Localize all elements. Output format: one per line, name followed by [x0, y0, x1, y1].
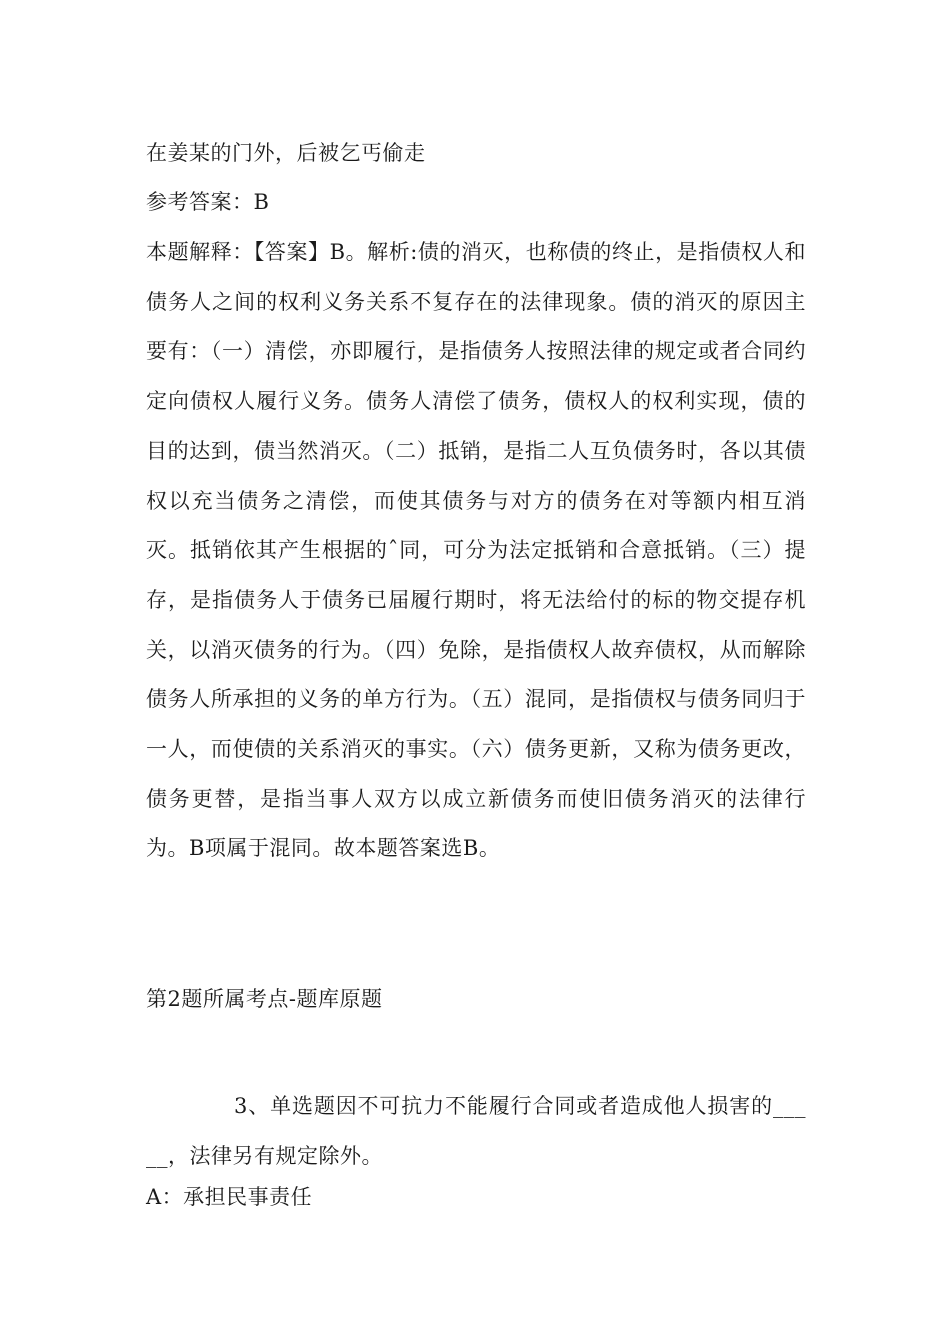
- continued-option-text: 在姜某的门外，后被乞丐偷走: [146, 141, 426, 165]
- answer-explanation: 本题解释：【答案】B。解析:债的消灭，也称债的终止，是指债权人和债务人之间的权利义务关系不复存在的法律现象。债的消灭的原因主要有：（一）清偿，亦即履行，是指债务人按照法律的规定或者合同约定向债权人履行义务。债务人清偿了债务，债权人的权利实现，债的目的达到，债当然消灭。（二）抵销，是指二人互负债务时，各以其债权以充当债务之清偿，而使其债务与对方的债务在对等额内相互消灭。抵销依其产生根据的ˆ同，可分为法定抵销和合意抵销。（三）提存，是指债务人于债务已届履行期时，将无法给付的标的物交提存机关，以消灭债务的行为。（四）免除，是指债权人故弃债权，从而解除债务人所承担的义务的单方行为。（五）混同，是指债权与债务同归于一人，而使债的关系消灭的事实。（六）债务更新，又称为债务更改，债务更替，是指当事人双方以成立新债务而使旧债务消灭的法律行为。B项属于混同。故本题答案选B。: [146, 240, 806, 861]
- question-3-stem: 3、单选题因不可抗力不能履行合同或者造成他人损害的_____，法律另有规定除外。: [146, 1094, 806, 1168]
- option-a: A：承担民事责任: [146, 1185, 313, 1209]
- reference-answer: 参考答案：B: [146, 190, 270, 214]
- knowledge-point-label: 第2题所属考点-题库原题: [146, 987, 383, 1011]
